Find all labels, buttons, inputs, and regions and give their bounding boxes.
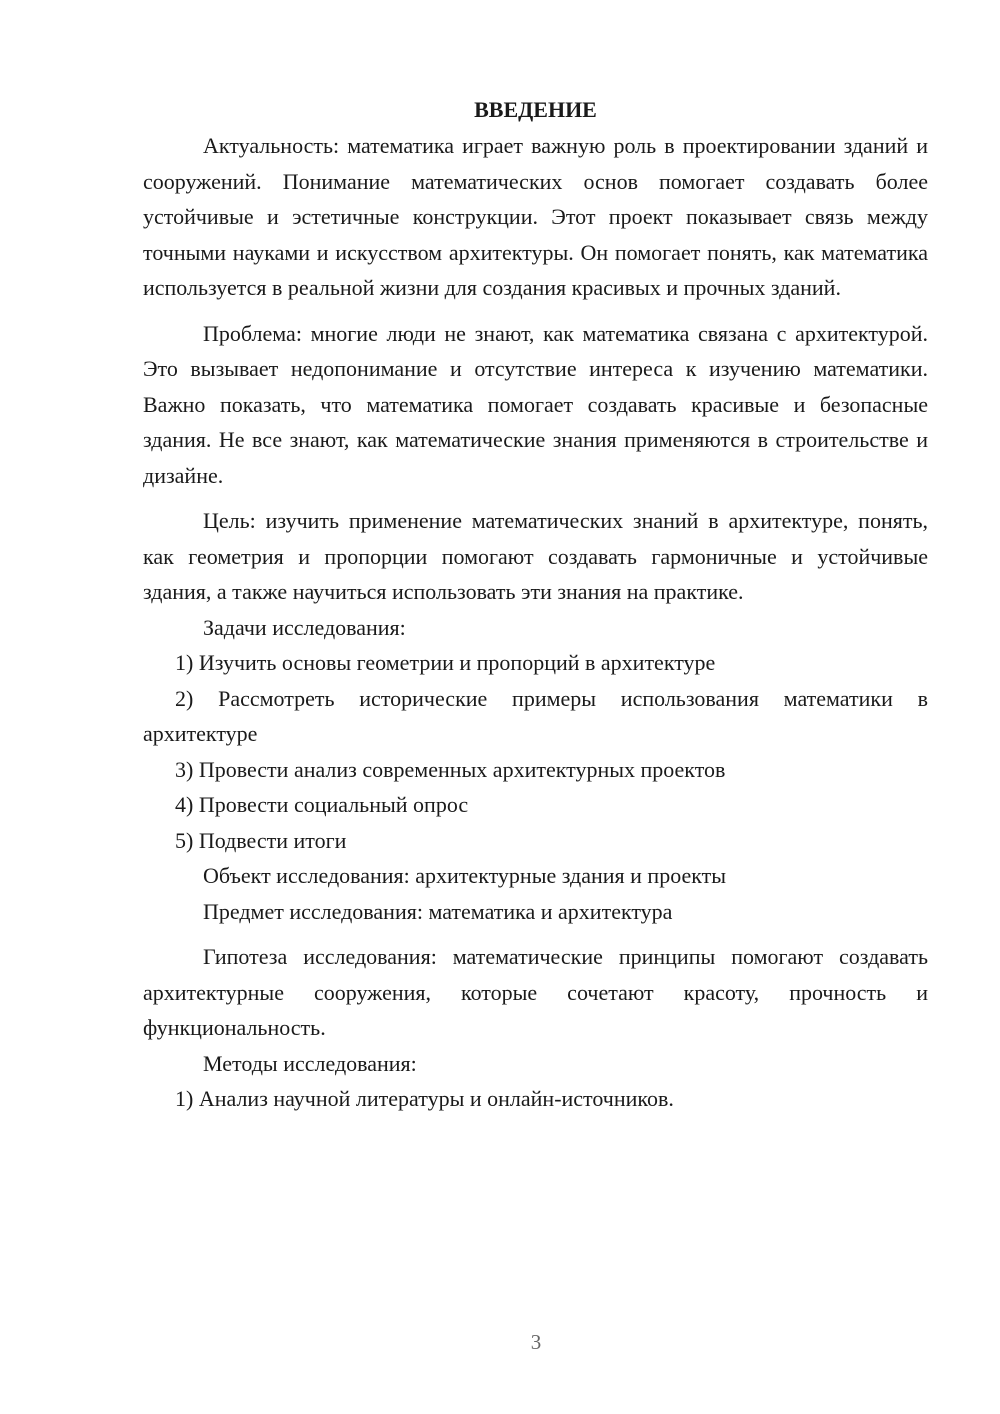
task-item-1: 1) Изучить основы геометрии и пропорций в архитектуре bbox=[175, 650, 716, 675]
page-content bbox=[143, 92, 928, 1117]
object-line: Объект исследования: архитектурные здания и проекты bbox=[203, 863, 727, 888]
method-item-1: 1) Анализ научной литературы и онлайн-источников. bbox=[175, 1086, 674, 1111]
subject-line: Предмет исследования: математика и архитектура bbox=[203, 898, 673, 924]
section-title: ВВЕДЕНИЕ bbox=[474, 97, 597, 122]
problem-paragraph: Проблема: многие люди не знают, как математика связана с архитектурой. Это вызывает недопонимание и отсутствие интереса к изучению математики. Важно показать, что математика помогает создавать красивые и безопасные здания. Не все знают, как математические знания применяются в строительстве и дизайне. bbox=[143, 320, 928, 488]
task-item-3: 3) Провести анализ современных архитектурных проектов bbox=[175, 756, 726, 782]
task-item-5: 5) Подвести итоги bbox=[175, 827, 347, 853]
goal-paragraph: Цель: изучить применение математических знаний в архитектуре, понять, как геометрия и пропорции помогают создавать гармоничные и устойчивые здания, а также научиться использовать эти знания на практике. bbox=[143, 508, 928, 604]
hypothesis-paragraph: Гипотеза исследования: математические принципы помогают создавать архитектурные сооружения, которые сочетают красоту, прочность и функциональность. bbox=[143, 944, 928, 1040]
methods-heading: Методы исследования: bbox=[203, 1050, 417, 1076]
page-number: 3 bbox=[530, 1330, 542, 1354]
relevance-paragraph: Актуальность: математика играет важную роль в проектировании зданий и сооружений. Понимание математических основ помогает создавать более устойчивые и эстетичные конструкции. Этот проект показывает связь между точными науками и искусством архитектуры. Он помогает понять, как математика используется в реальной жизни для создания красивых и прочных зданий. bbox=[143, 133, 928, 300]
tasks-heading: Задачи исследования: bbox=[203, 614, 406, 640]
task-item-2: 2) Рассмотреть исторические примеры использования математики в архитектуре bbox=[143, 685, 928, 746]
task-item-4: 4) Провести социальный опрос bbox=[175, 792, 469, 817]
